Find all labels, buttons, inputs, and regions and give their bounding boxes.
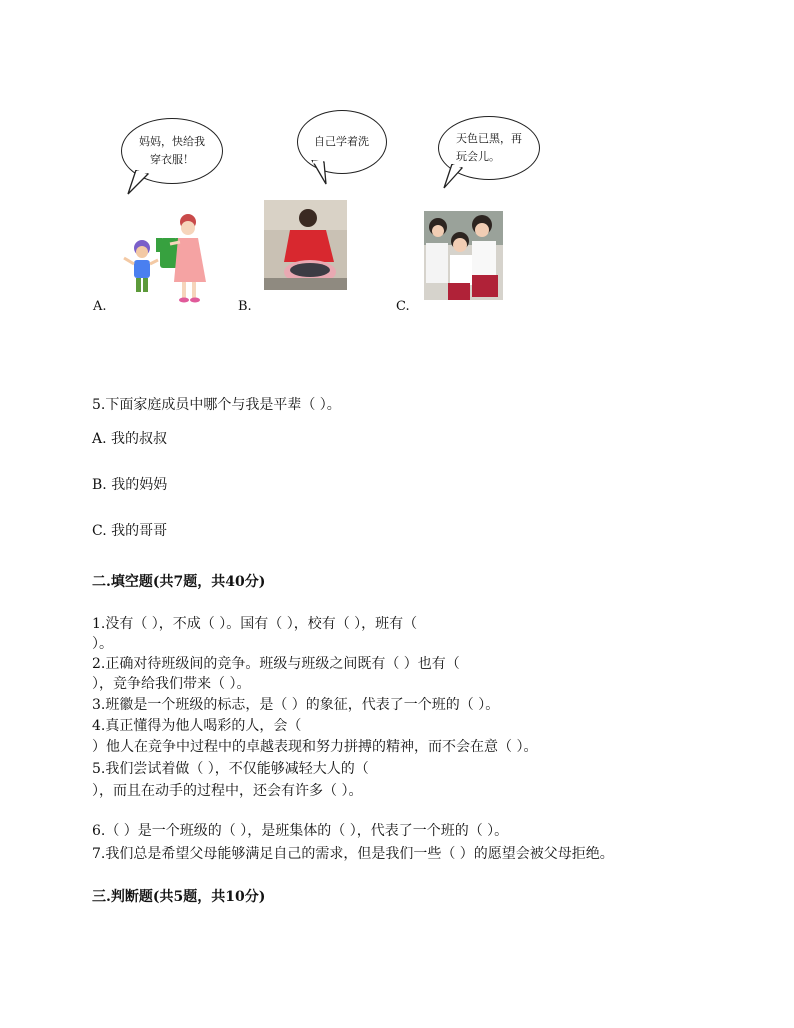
option-c-label: C. — [396, 299, 410, 314]
fill-line-3: 3.班徽是一个班级的标志，是（ ）的象征，代表了一个班的（ ）。 — [92, 697, 500, 713]
question-5-option-b: B. 我的妈妈 — [92, 477, 168, 493]
section-3-heading: 三.判断题(共5题，共10分) — [92, 889, 266, 905]
fill-line-4: 4.真正懂得为他人喝彩的人，会（ — [92, 718, 302, 734]
fill-line-1: 1.没有（ ），不成（ ）。国有（ ），校有（ ），班有（ — [92, 616, 418, 632]
fill-line-5-cont: ），而且在动手的过程中，还会有许多（ ）。 — [92, 783, 363, 799]
parent-dressing-child-illustration — [118, 212, 214, 304]
fill-line-2: 2.正确对待班级间的竞争。班级与班级之间既有（ ）也有（ — [92, 656, 460, 672]
speech-tail-a — [122, 170, 152, 200]
speech-tail-c — [440, 164, 470, 194]
fill-line-1-cont: ）。 — [92, 636, 113, 652]
bubble-b-text: 自己学着洗 — [314, 135, 369, 148]
speech-tail-b — [304, 160, 334, 190]
option-b-label: B. — [238, 299, 252, 314]
option-a-label: A. — [93, 299, 107, 314]
children-playing-photo — [424, 211, 503, 300]
fill-line-5: 5.我们尝试着做（ ），不仅能够减轻大人的（ — [92, 761, 369, 777]
section-2-heading: 二.填空题(共7题，共40分) — [92, 574, 266, 590]
bubble-c-text: 天色已黑，再玩会儿。 — [456, 132, 522, 163]
fill-line-2-cont: ），竞争给我们带来（ ）。 — [92, 676, 251, 692]
question-5-stem: 5.下面家庭成员中哪个与我是平辈（ ）。 — [92, 397, 341, 413]
fill-line-7: 7.我们总是希望父母能够满足自己的需求，但是我们一些（ ）的愿望会被父母拒绝。 — [92, 846, 614, 862]
bubble-a-text: 妈妈，快给我穿衣服！ — [139, 135, 205, 166]
question-5-option-c: C. 我的哥哥 — [92, 523, 168, 539]
question-5-option-a: A. 我的叔叔 — [92, 431, 168, 447]
fill-line-4-cont: ）他人在竞争中过程中的卓越表现和努力拼搏的精神，而不会在意（ ）。 — [92, 739, 538, 755]
child-washing-clothes-photo — [264, 200, 347, 290]
fill-line-6: 6.（ ）是一个班级的（ ），是班集体的（ ），代表了一个班的（ ）。 — [92, 823, 509, 839]
